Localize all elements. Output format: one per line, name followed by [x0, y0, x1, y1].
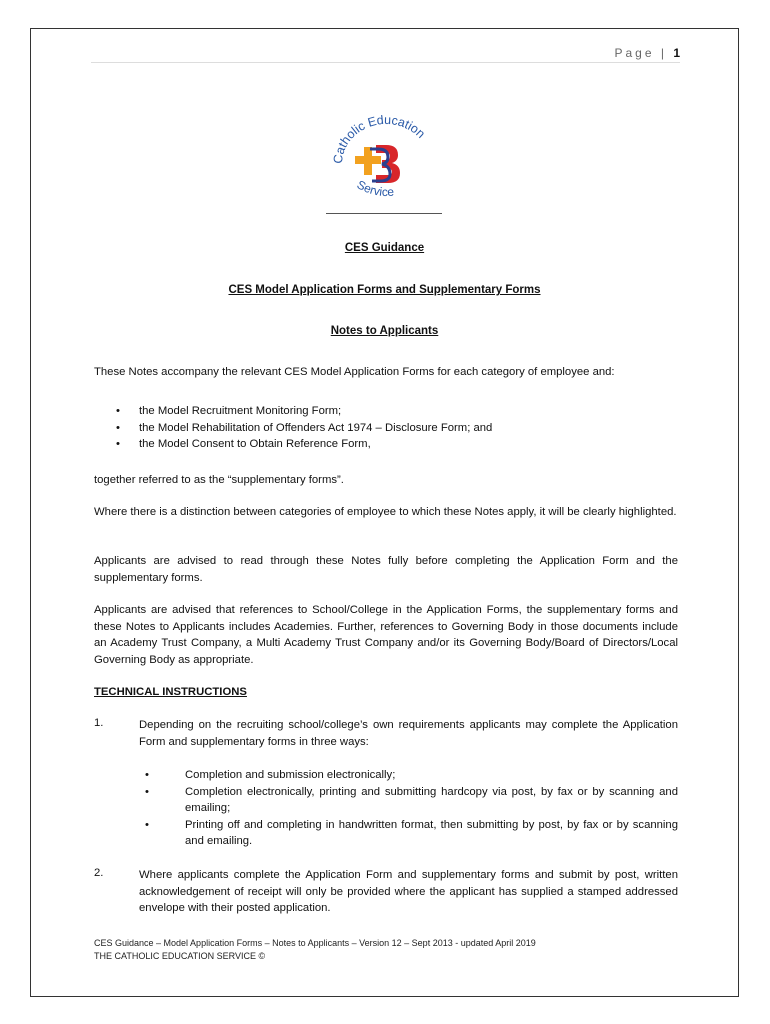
references-paragraph: Applicants are advised that references to School/College in the Application Forms, the supplementary forms and these Notes to Applicants includes Academies. Further, references to Governing Body in those documents include an Academy Trust Company, a Multi Academy Trust Company and/or its Governing Body/Board of Directors/Local Governing Body as appropriate.	[94, 604, 678, 666]
list-item: • the Model Rehabilitation of Offenders Act 1974 – Disclosure Form; and	[94, 420, 492, 437]
document-title: CES Guidance	[344, 242, 425, 254]
footer-copyright: THE CATHOLIC EDUCATION SERVICE ©	[94, 951, 266, 961]
page-number: 1	[673, 46, 680, 60]
list-item: • the Model Recruitment Monitoring Form;	[94, 403, 492, 420]
logo-rule	[326, 213, 442, 214]
page-header: Page | 1	[614, 46, 680, 60]
intro-paragraph: These Notes accompany the relevant CES Model Application Forms for each category of employee and:	[94, 366, 615, 378]
notes-heading: Notes to Applicants	[330, 325, 439, 337]
document-subtitle: CES Model Application Forms and Supplementary Forms	[228, 284, 541, 296]
distinction-paragraph: Where there is a distinction between categories of employee to which these Notes apply, it will be clearly highlighted.	[94, 506, 677, 518]
header-rule	[91, 62, 680, 63]
ces-logo	[326, 109, 446, 209]
document-page	[30, 28, 739, 997]
footer-line: CES Guidance – Model Application Forms – Notes to Applicants – Version 12 – Sept 2013 - updated April 2019	[94, 938, 536, 948]
item-number: 2.	[94, 867, 104, 879]
item-text: Where applicants complete the Application Form and supplementary forms and submit by post, written acknowledgement of receipt will only be provided where the applicant has supplied a stamped addressed envelope with their posted application.	[139, 869, 678, 914]
advice-paragraph: Applicants are advised to read through these Notes fully before completing the Application Form and the supplementary forms.	[94, 555, 678, 584]
list-item: • the Model Consent to Obtain Reference Form,	[94, 436, 492, 453]
together-paragraph: together referred to as the “supplementary forms”.	[94, 474, 344, 486]
page-footer	[94, 937, 536, 963]
logo-bottom-text: Service	[354, 177, 395, 200]
completion-methods-list	[139, 767, 678, 850]
logo-emblem-icon	[355, 145, 400, 183]
supplementary-forms-list	[94, 403, 492, 453]
logo-top-text: Catholic Education	[330, 112, 428, 165]
technical-heading: TECHNICAL INSTRUCTIONS	[94, 686, 247, 698]
list-item: • Completion electronically, printing and submitting hardcopy via post, by fax or by scanning and emailing;	[139, 784, 678, 817]
item-number: 1.	[94, 717, 104, 729]
list-item: • Completion and submission electronically;	[139, 767, 678, 784]
item-text: Depending on the recruiting school/college’s own requirements applicants may complete the Application Form and supplementary forms in three ways:	[139, 719, 678, 748]
page-label: Page	[614, 46, 655, 60]
list-item: • Printing off and completing in handwritten format, then submitting by post, by fax or by scanning and emailing.	[139, 817, 678, 850]
